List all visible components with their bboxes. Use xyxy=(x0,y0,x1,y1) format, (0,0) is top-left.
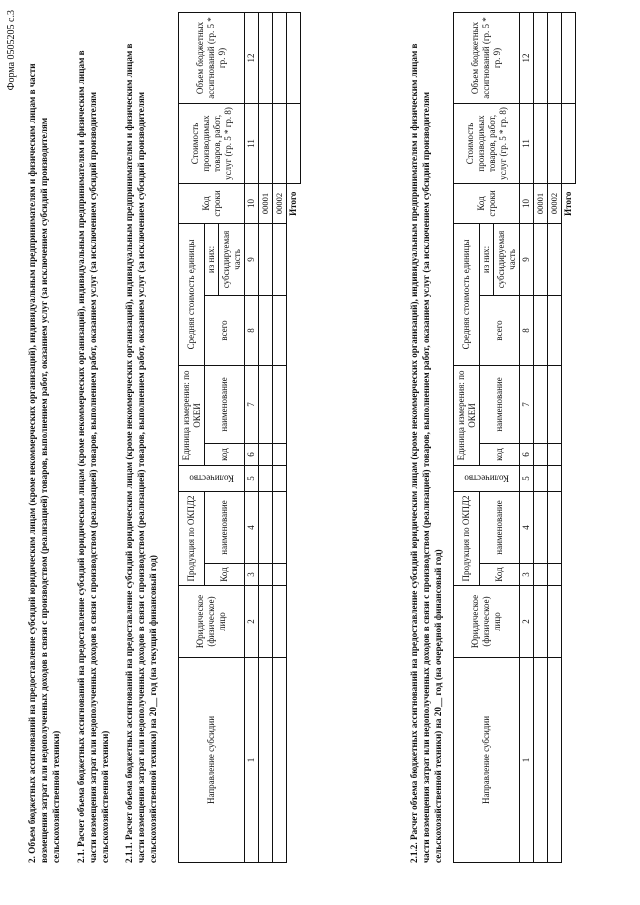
col-num: 6 xyxy=(245,443,259,465)
col-num: 1 xyxy=(520,658,534,863)
col-num: 10 xyxy=(245,183,259,223)
col-num: 1 xyxy=(245,658,259,863)
header-legal-entity: Юридическое (физическое) лицо xyxy=(179,586,245,658)
header-okpd-name: наименование xyxy=(480,491,520,563)
section2-title: 2. Объем бюджетных ассигнований на предоставление субсидий юридическим лицам (кроме некоммерческих организаций), индивидуальным предпринимателям и физическим лицам в части возмещения затрат или недополученных доходов в связи с производством (реализацией) товаров, выполнением работ, оказанием услуг (за исключением субсидий производителям сельскохозяйственной техники) xyxy=(27,63,61,863)
header-avg-cost: Средняя стоимость единицы xyxy=(454,223,480,365)
total-row xyxy=(287,12,301,862)
col-num: 2 xyxy=(520,586,534,658)
header-okpd: Продукция по ОКПД2 xyxy=(454,491,480,585)
row-code: 00001 xyxy=(259,183,273,223)
header-volume: Объем бюджетных ассигнований (гр. 5 * гр. 9) xyxy=(454,12,520,103)
header-avg-total: всего xyxy=(205,295,245,365)
header-okpd-code: Код xyxy=(205,564,245,586)
header-of-which: из них: xyxy=(480,223,494,295)
col-num: 11 xyxy=(520,103,534,183)
col-num: 6 xyxy=(520,443,534,465)
header-subsidized: субсидируемая часть xyxy=(219,223,245,295)
table-row xyxy=(534,12,548,862)
header-of-which: из них: xyxy=(205,223,219,295)
table-row xyxy=(273,12,287,862)
col-num: 10 xyxy=(520,183,534,223)
header-unit-name: наименование xyxy=(205,365,245,443)
total-label: Итого xyxy=(288,191,298,216)
col-num: 9 xyxy=(245,223,259,295)
total-row xyxy=(562,12,576,862)
header-unit-code: код xyxy=(480,443,520,465)
section212-title: 2.1.2. Расчет объема бюджетных ассигнований на предоставление субсидий юридическим лицам (кроме некоммерческих организаций), индивидуальным предпринимателям и физическим лицам в части возмещения затрат или недополученных доходов в связи с производством (реализацией) товаров, выполнением работ, оказанием услуг (за исключением субсидий производителям сельскохозяйственной техники) на 20__ год (на очередной финансовый год) xyxy=(409,43,443,863)
col-num: 3 xyxy=(245,564,259,586)
table-row xyxy=(548,12,562,862)
col-num: 2 xyxy=(245,586,259,658)
header-okpd-code: Код xyxy=(480,564,520,586)
col-num: 12 xyxy=(520,12,534,103)
header-direction: Направление субсидии xyxy=(179,658,245,863)
header-quantity: Количество xyxy=(454,465,520,491)
header-unit: Единица измерения: по ОКЕИ xyxy=(454,365,480,465)
header-subsidized: субсидируемая часть xyxy=(494,223,520,295)
header-row-code: Код строки xyxy=(179,183,245,223)
col-num: 7 xyxy=(520,365,534,443)
col-num: 8 xyxy=(245,295,259,365)
header-cost: Стоимость производимых товаров, работ, услуг (гр. 5 * гр. 8) xyxy=(179,103,245,183)
total-label: Итого xyxy=(563,191,573,216)
col-num: 3 xyxy=(520,564,534,586)
subsidy-table-current-year xyxy=(178,12,301,863)
col-num: 5 xyxy=(520,465,534,491)
section21-title: 2.1. Расчет объема бюджетных ассигнований на предоставление субсидий юридическим лицам (кроме некоммерческих организаций), индивидуальным предпринимателям и физическим лицам в части возмещения затрат или недополученных доходов в связи с производством (реализацией) товаров, выполнением работ, оказанием услуг (за исключением субсидий производителям сельскохозяйственной техники) xyxy=(76,50,110,863)
col-num: 4 xyxy=(520,491,534,563)
header-quantity: Количество xyxy=(179,465,245,491)
col-num: 8 xyxy=(520,295,534,365)
row-code: 00002 xyxy=(273,183,287,223)
header-row-code: Код строки xyxy=(454,183,520,223)
col-num: 9 xyxy=(520,223,534,295)
header-unit: Единица измерения: по ОКЕИ xyxy=(179,365,205,465)
row-code: 00002 xyxy=(548,183,562,223)
col-num: 11 xyxy=(245,103,259,183)
header-okpd: Продукция по ОКПД2 xyxy=(179,491,205,585)
header-legal-entity: Юридическое (физическое) лицо xyxy=(454,586,520,658)
col-num: 7 xyxy=(245,365,259,443)
header-unit-code: код xyxy=(205,443,245,465)
table-row xyxy=(259,12,273,862)
col-num: 5 xyxy=(245,465,259,491)
header-unit-name: наименование xyxy=(480,365,520,443)
subsidy-table-next-year xyxy=(453,12,576,863)
row-code: 00001 xyxy=(534,183,548,223)
header-avg-cost: Средняя стоимость единицы xyxy=(179,223,205,365)
header-volume: Объем бюджетных ассигнований (гр. 5 * гр. 9) xyxy=(179,12,245,103)
section211-title: 2.1.1. Расчет объема бюджетных ассигнований на предоставление субсидий юридическим лицам (кроме некоммерческих организаций), индивидуальным предпринимателям и физическим лицам в части возмещения затрат или недополученных доходов в связи с производством (реализацией) товаров, выполнением работ, оказанием услуг (за исключением субсидий производителям сельскохозяйственной техники) на 20__ год (на текущий финансовый год) xyxy=(124,43,158,863)
col-num: 12 xyxy=(245,12,259,103)
col-num: 4 xyxy=(245,491,259,563)
header-avg-total: всего xyxy=(480,295,520,365)
form-code: Форма 0505205 с.3 xyxy=(6,10,17,91)
header-direction: Направление субсидии xyxy=(454,658,520,863)
header-okpd-name: наименование xyxy=(205,491,245,563)
header-cost: Стоимость производимых товаров, работ, услуг (гр. 5 * гр. 8) xyxy=(454,103,520,183)
